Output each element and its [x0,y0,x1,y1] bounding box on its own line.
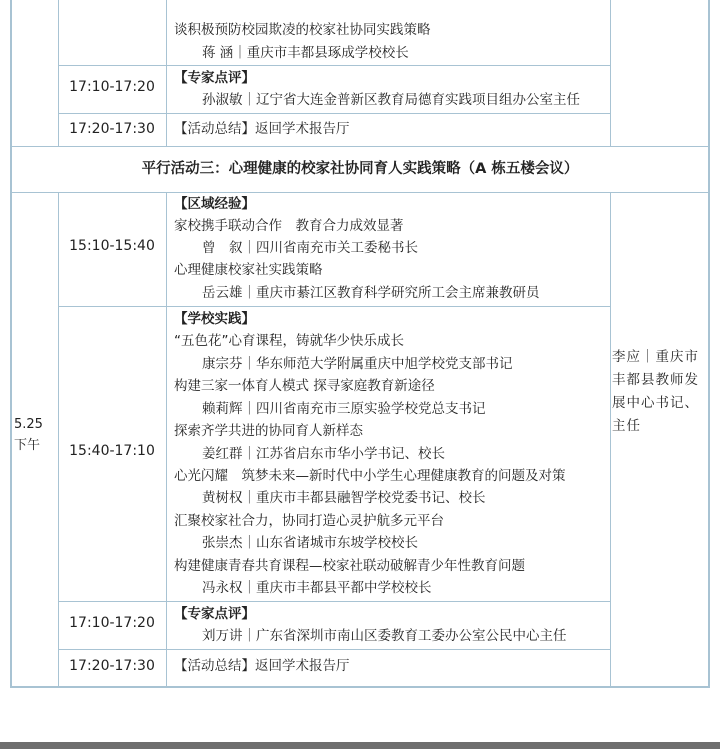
section-label: 【专家点评】 [174,606,255,622]
topic-title: 构建三家一体育人模式 探寻家庭教育新途径 [174,378,435,394]
host-cell: 李应｜重庆市丰都县教师发展中心书记、主任 [612,349,699,434]
speaker-line: 张崇杰｜山东省诸城市东坡学校校长 [202,535,418,551]
speaker-line: 曾 叙｜四川省南充市关工委秘书长 [202,240,418,256]
row-divider [58,649,610,650]
col-divider [166,0,167,146]
speaker-line: 康宗芬｜华东师范大学附属重庆中旭学校党支部书记 [202,356,513,372]
speaker-line: 孙淑敏｜辽宁省大连金普新区教育局德育实践项目组办公室主任 [202,92,580,108]
row-divider [58,306,610,307]
row-divider [10,192,710,193]
topic-title: 构建健康青春共育课程—校家社联动破解青少年性教育问题 [174,558,525,574]
bottom-edge [0,742,720,749]
time-slot: 17:20-17:30 [69,658,155,674]
time-slot: 17:20-17:30 [69,121,155,137]
topic-title: 心理健康校家社实践策略 [174,262,323,278]
speaker-line: 岳云雄｜重庆市綦江区教育科学研究所工会主席兼教研员 [202,285,540,301]
topic-title: 家校携手联动合作 教育合力成效显著 [174,218,404,234]
time-slot: 17:10-17:20 [69,79,155,95]
col-divider [58,192,59,688]
speaker-line: 蒋 涵｜重庆市丰都县琢成学校校长 [202,45,409,61]
summary-line: 【活动总结】返回学术报告厅 [174,121,350,137]
col-divider [610,192,611,688]
col-divider [610,0,611,146]
speaker-line: 姜红群｜江苏省启东市华小学书记、校长 [202,446,445,462]
summary-line: 【活动总结】返回学术报告厅 [174,658,350,674]
date-cell [14,414,54,456]
section-label: 【学校实践】 [174,311,255,327]
topic-title: 汇聚校家社合力，协同打造心灵护航多元平台 [174,513,444,529]
topic-title: 心光闪耀 筑梦未来—新时代中小学生心理健康教育的问题及对策 [174,468,566,484]
speaker-line: 赖莉辉｜四川省南充市三原实验学校党总支书记 [202,401,486,417]
time-slot: 15:40-17:10 [69,443,155,459]
row-divider [58,65,610,66]
time-slot: 17:10-17:20 [69,615,155,631]
topic-title: 探索齐学共进的协同育人新样态 [174,423,363,439]
time-slot: 15:10-15:40 [69,238,155,254]
speaker-line: 刘万讲｜广东省深圳市南山区委教育工委办公室公民中心主任 [202,628,567,644]
col-divider [166,192,167,688]
parallel-activity-banner: 平行活动三：心理健康的校家社协同育人实践策略（A 栋五楼会议） [141,161,579,177]
topic-title: 谈积极预防校园欺凌的校家社协同实践策略 [174,22,431,38]
speaker-line: 黄树权｜重庆市丰都县融智学校党委书记、校长 [202,490,486,506]
section-label: 【专家点评】 [174,70,255,86]
date-day: 5.25 [14,417,43,432]
date-period: 下午 [14,438,41,453]
row-divider [58,113,610,114]
speaker-line: 冯永权｜重庆市丰都县平都中学校校长 [202,580,432,596]
topic-title: “五色花”心育课程，铸就华少快乐成长 [174,333,404,349]
section-label: 【区域经验】 [174,196,255,212]
row-divider [58,601,610,602]
